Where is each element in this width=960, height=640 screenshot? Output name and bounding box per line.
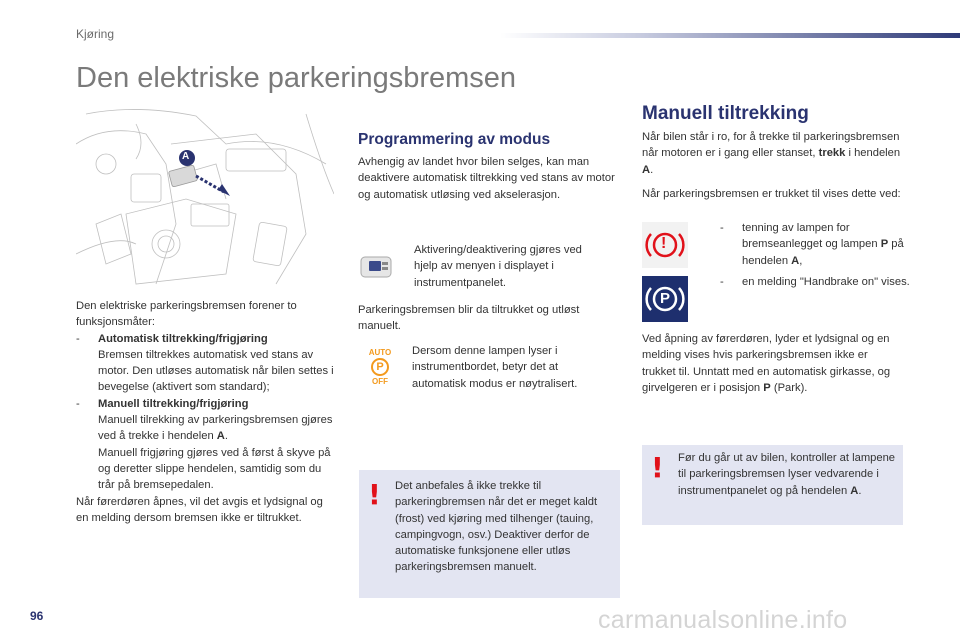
section-label: Kjøring bbox=[76, 27, 115, 41]
header-bar bbox=[500, 33, 960, 38]
mode2-text1: Manuell tilrekking av parkeringsbremsen gjøres ved å trekke i hendelen bbox=[98, 414, 333, 443]
page-number: 96 bbox=[30, 609, 44, 623]
watermark: carmanualsonline.info bbox=[598, 606, 848, 634]
auto-p-off-icon: AUTO P OFF bbox=[368, 348, 392, 386]
exit-warning-box bbox=[642, 445, 903, 525]
closing-text: Når førerdøren åpnes, vil det avgis et lydsignal og en melding dersom bremsen ikke er tiltrukket. bbox=[76, 495, 323, 524]
menu-display-icon bbox=[360, 256, 392, 278]
mode1-text: Bremsen tiltrekkes automatisk ved stans av motor. Den utløses automatisk når bilen settes i bevegelse (aktivert som standard); bbox=[98, 348, 334, 394]
programming-para2: Parkeringsbremsen blir da tiltrukket og utløst manuelt. bbox=[358, 304, 580, 333]
mode1-title: Automatisk tiltrekking/frigjøring bbox=[98, 332, 268, 345]
intro-text: Den elektriske parkeringsbremsen forener to funksjonsmåter: bbox=[76, 300, 297, 329]
mode2: - Manuell tiltrekking/frigjøring Manuell tilrekking av parkeringsbremsen gjøres ved å trekke i hendelen A. Manuell frigjøring gjøres ved å først å skyve på og deretter slippe hendelen, samtidig som du trår på bremsepedalen. bbox=[76, 397, 333, 492]
programming-para1: Avhengig av landet hvor bilen selges, kan man deaktivere automatisk tiltrekking ved stans av motor og automatisk utløsing ved akselerasjon. bbox=[358, 156, 615, 201]
menu-note: Aktivering/deaktivering gjøres ved hjelp av menyen i displayet i instrumentpanelet. bbox=[414, 244, 582, 289]
programming-heading: Programmering av modus bbox=[358, 131, 551, 148]
brake-warning-icon: ! bbox=[642, 222, 688, 268]
indicator-item-1: - tenning av lampen for bremseanlegget og lampen P på hendelen A, bbox=[720, 222, 904, 267]
auto-note: Dersom denne lampen lyser i instrumentbordet, betyr det at automatisk modus er nøytralisert. bbox=[412, 345, 578, 390]
cold-warning-box bbox=[359, 470, 620, 598]
manual-heading: Manuell tiltrekking bbox=[642, 103, 809, 124]
lever-label: A bbox=[182, 151, 190, 162]
console-illustration bbox=[76, 104, 334, 288]
indicator-item-2: - en melding "Handbrake on" vises. bbox=[720, 276, 910, 288]
manual-para3: Ved åpning av førerdøren, lyder et lydsignal og en melding vises hvis parkeringsbremsen ikke er trukket til. Unntatt med en automatisk girkasse, og girvelgeren er i posisjon P (Park). bbox=[642, 333, 891, 394]
manual-para2: Når parkeringsbremsen er trukket til vises dette ved: bbox=[642, 188, 901, 200]
mode2-text2: Manuell frigjøring gjøres ved å først å skyve på og deretter slippe hendelen, samtidig som du trår på bremsepedalen. bbox=[98, 446, 331, 492]
mode1: - Automatisk tiltrekking/frigjøring Bremsen tiltrekkes automatisk ved stans av motor. Den utløses automatisk når bilen settes i bevegelse (aktivert som standard); bbox=[76, 332, 334, 394]
exclamation-icon: ! bbox=[368, 478, 381, 511]
park-icon: P bbox=[642, 276, 688, 322]
mode2-title: Manuell tiltrekking/frigjøring bbox=[98, 397, 249, 410]
page-title: Den elektriske parkeringsbremsen bbox=[76, 62, 517, 94]
cold-warning-text: Det anbefales å ikke trekke til parkeringbremsen når det er meget kaldt (frost) ved kjøring med tilhenger (tauing, campingvogn, osv.) Deaktiver derfor de automatiske funksjonene eller utløs parkeringsbremsen manuelt. bbox=[395, 480, 598, 574]
exclamation-icon: ! bbox=[651, 451, 664, 484]
manual-para1: Når bilen står i ro, for å trekke til parkeringsbremsen når motoren er i gang eller stanset, trekk i hendelen A. bbox=[642, 131, 901, 176]
exit-warning-text: Før du går ut av bilen, kontroller at lampene til parkeringsbremsen lyser vedvarende i instrumentpanelet og på hendelen A. bbox=[678, 452, 896, 497]
left-column bbox=[76, 298, 336, 526]
